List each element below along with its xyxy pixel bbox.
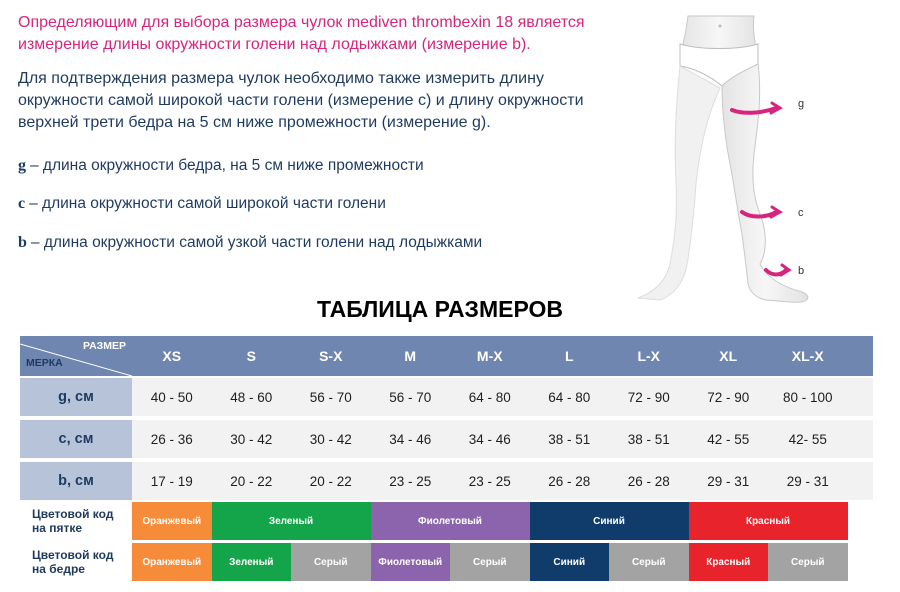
intro-text: [18, 12, 608, 134]
color-swatch: Красный: [689, 543, 769, 581]
table-row-b: [20, 462, 873, 500]
table-cell: 40 - 50: [150, 389, 193, 405]
color-swatch: Фиолетовый: [371, 543, 451, 581]
table-cell: 80 - 100: [782, 389, 833, 405]
intro-body: Для подтверждения размера чулок необходимо также измерить длину окружности самой широкой части голени (измерение c) и длину окружности верхней трети бедра на 5 см ниже промежности (измерение g).: [18, 70, 584, 131]
table-cell: 64 - 80: [548, 389, 591, 405]
figure-label-c: c: [798, 207, 804, 219]
color-swatch: Синий: [530, 502, 689, 540]
legend-letter: g: [18, 157, 26, 174]
legend-text: – длина окружности самой широкой части голени: [29, 195, 386, 212]
size-header-m: M: [404, 348, 417, 364]
measure-band-b: [766, 265, 789, 275]
legend-item-g: [18, 157, 628, 175]
table-cell: 42 - 55: [707, 431, 750, 447]
figure-label-b: b: [798, 265, 805, 277]
size-header-s: S: [246, 348, 256, 364]
thigh-swatches: [132, 543, 848, 581]
table-cell: 30 - 42: [230, 431, 273, 447]
table-cell: 30 - 42: [309, 431, 352, 447]
table-cell: 17 - 19: [150, 473, 193, 489]
legend-text: – длина окружности самой узкой части голени над лодыжками: [30, 234, 483, 251]
table-cell: 26 - 28: [627, 473, 670, 489]
table-row-g: [20, 378, 873, 416]
color-swatch: Красный: [689, 502, 848, 540]
legend-letter: c: [18, 195, 26, 212]
table-cell: 56 - 70: [389, 389, 432, 405]
corner-size-label: РАЗМЕР: [83, 340, 126, 352]
size-header-xl-x: XL-X: [791, 348, 824, 364]
table-cell: 23 - 25: [389, 473, 432, 489]
table-cell: 48 - 60: [230, 389, 273, 405]
color-swatch: Оранжевый: [132, 502, 212, 540]
table-cell: 34 - 46: [468, 431, 511, 447]
intro-highlight: Определяющим для выбора размера чулок mediven thrombexin 18 является измерение длины окружности голени над лодыжками (измерение b).: [18, 14, 585, 53]
size-header-l-x: L-X: [637, 348, 661, 364]
table-row-c: [20, 420, 873, 458]
color-swatch: Оранжевый: [132, 543, 212, 581]
table-cell: 20 - 22: [230, 473, 273, 489]
leg-illustration: [630, 14, 830, 304]
legend-letter: b: [18, 234, 27, 251]
legend-text: – длина окружности бедра, на 5 см ниже промежности: [30, 157, 424, 174]
table-cell: 29 - 31: [786, 473, 829, 489]
table-cell: 38 - 51: [548, 431, 591, 447]
legend-item-b: [18, 234, 628, 252]
size-header-l: L: [564, 348, 574, 364]
corner-measure-label: МЕРКА: [26, 357, 63, 369]
table-cell: 20 - 22: [309, 473, 352, 489]
table-cell: 38 - 51: [627, 431, 670, 447]
legend-item-c: [18, 195, 628, 213]
color-swatch: Серый: [768, 543, 848, 581]
table-cell: 29 - 31: [707, 473, 750, 489]
table-cell: 72 - 90: [707, 389, 750, 405]
size-header-xs: XS: [162, 348, 182, 364]
heel-swatches: [132, 502, 848, 540]
size-header-xl: XL: [719, 348, 738, 364]
color-swatch: Фиолетовый: [371, 502, 530, 540]
thigh-color-row: [20, 543, 873, 581]
table-cell: 72 - 90: [627, 389, 670, 405]
table-cell: 56 - 70: [309, 389, 352, 405]
table-header-row: [20, 336, 873, 376]
color-swatch: Синий: [530, 543, 610, 581]
color-swatch: Зеленый: [212, 502, 371, 540]
color-swatch: Серый: [291, 543, 371, 581]
color-swatch: Серый: [450, 543, 530, 581]
table-corner: [20, 336, 132, 376]
color-swatch: Зеленый: [212, 543, 292, 581]
row-label: g, см: [20, 378, 132, 416]
row-label: b, см: [20, 462, 132, 500]
row-label: c, см: [20, 420, 132, 458]
size-header-m-x: M-X: [476, 348, 503, 364]
figure-label-g: g: [798, 98, 805, 110]
heel-color-row: [20, 502, 873, 540]
table-cell: 23 - 25: [468, 473, 511, 489]
table-cell: 42- 55: [788, 431, 827, 447]
table-title: ТАБЛИЦА РАЗМЕРОВ: [316, 296, 563, 322]
table-cell: 64 - 80: [468, 389, 511, 405]
table-cell: 26 - 36: [150, 431, 193, 447]
size-header-s-x: S-X: [319, 348, 343, 364]
heel-color-label: Цветовой код на пятке: [20, 502, 130, 540]
thigh-color-label: Цветовой код на бедре: [20, 543, 130, 581]
leg-figure-svg: [630, 14, 830, 304]
table-cell: 26 - 28: [548, 473, 591, 489]
color-swatch: Серый: [609, 543, 689, 581]
table-cell: 34 - 46: [389, 431, 432, 447]
